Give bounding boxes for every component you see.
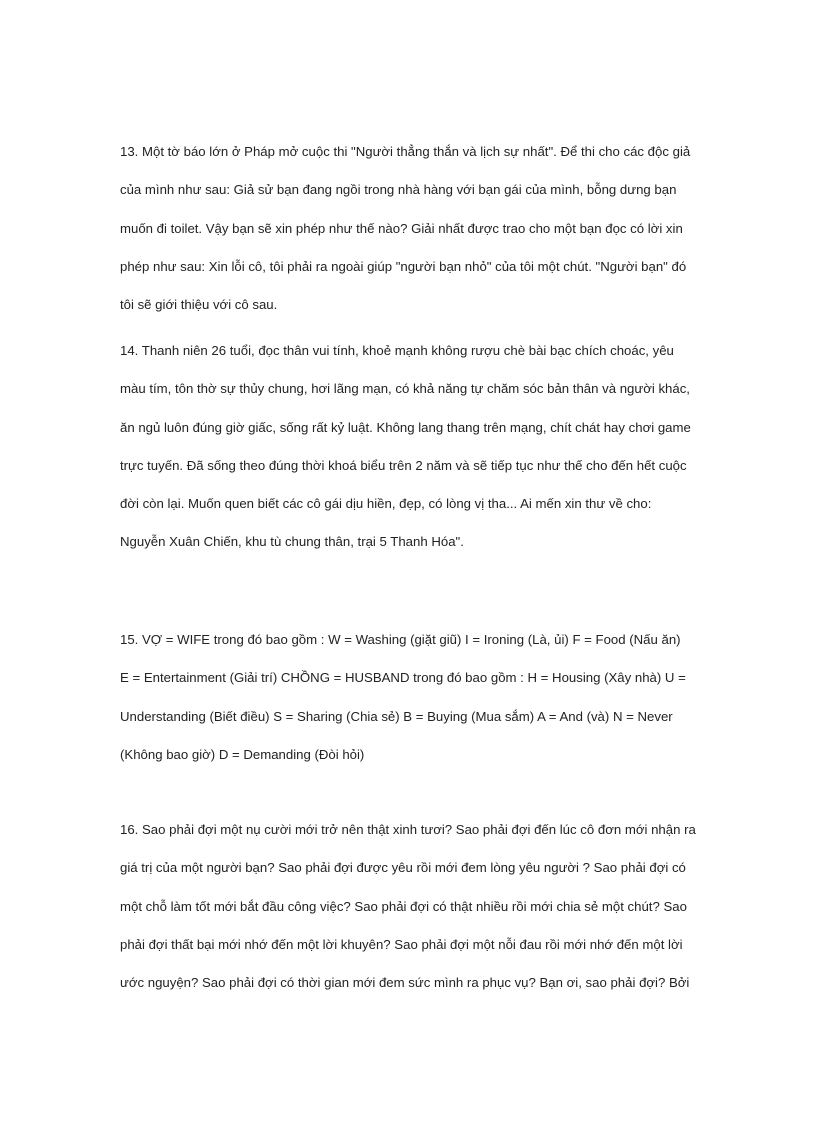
text-line: trực tuyến. Đã sống theo đúng thời khoá biểu trên 2 năm và sẽ tiếp tục như thế cho đến hết cuộc [120, 457, 687, 473]
paragraph-item-13 [120, 133, 700, 324]
text-line: Understanding (Biết điều) S = Sharing (Chia sẻ) B = Buying (Mua sắm) A = And (và) N = Never [120, 708, 673, 724]
text-line: (Không bao giờ) D = Demanding (Đòi hỏi) [120, 746, 365, 762]
paragraph-item-14 [120, 332, 700, 562]
text-line: ước nguyện? Sao phải đợi có thời gian mới đem sức mình ra phục vụ? Bạn ơi, sao phải đợi? Bởi [120, 975, 690, 991]
text-line: một chỗ làm tốt mới bắt đầu công việc? Sao phải đợi có thật nhiều rồi mới chia sẻ một chút? Sao [120, 898, 687, 914]
text-line: muốn đi toilet. Vậy bạn sẽ xin phép như thế nào? Giải nhất được trao cho một bạn đọc có lời xin [120, 220, 683, 236]
text-line: Nguyễn Xuân Chiến, khu tù chung thân, trại 5 Thanh Hóa". [120, 534, 464, 550]
paragraph-item-15 [120, 621, 700, 774]
text-line: ăn ngủ luôn đúng giờ giấc, sống rất kỷ luật. Không lang thang trên mạng, chít chát hay chơi game [120, 419, 691, 435]
text-line: 15. VỢ = WIFE trong đó bao gồm : W = Washing (giặt giũ) I = Ironing (Là, ủi) F = Food (Nấu ăn) [120, 632, 681, 647]
text-line: phải đợi thất bại mới nhớ đến một lời khuyên? Sao phải đợi một nỗi đau rồi mới nhớ đến một lời [120, 936, 683, 952]
paragraph-item-16 [120, 811, 700, 1002]
text-line: của mình như sau: Giả sử bạn đang ngồi trong nhà hàng với bạn gái của mình, bỗng dưng bạn [120, 182, 677, 198]
text-line: phép như sau: Xin lỗi cô, tôi phải ra ngoài giúp "người bạn nhỏ" của tôi một chút. "Người bạn" đó [120, 258, 687, 274]
text-line: đời còn lại. Muốn quen biết các cô gái dịu hiền, đẹp, có lòng vị tha... Ai mến xin thư về cho: [120, 496, 652, 512]
text-line: 14. Thanh niên 26 tuổi, đọc thân vui tính, khoẻ mạnh không rượu chè bài bạc chích choác, yêu [120, 343, 674, 358]
text-line: E = Entertainment (Giải trí) CHỒNG = HUSBAND trong đó bao gồm : H = Housing (Xây nhà) U = [120, 670, 686, 686]
text-line: giá trị của một người bạn? Sao phải đợi được yêu rồi mới đem lòng yêu người ? Sao phải đợi có [120, 860, 686, 876]
text-line: tôi sẽ giới thiệu với cô sau. [120, 297, 278, 313]
text-line: 16. Sao phải đợi một nụ cười mới trở nên thật xinh tươi? Sao phải đợi đến lúc cô đơn mới nhận ra [120, 822, 696, 837]
text-line: màu tím, tôn thờ sự thủy chung, hơi lãng mạn, có khả năng tự chăm sóc bản thân và người khác, [120, 381, 690, 397]
text-line: 13. Một tờ báo lớn ở Pháp mở cuộc thi "Người thẳng thắn và lịch sự nhất". Để thi cho các độc giả [120, 144, 691, 159]
